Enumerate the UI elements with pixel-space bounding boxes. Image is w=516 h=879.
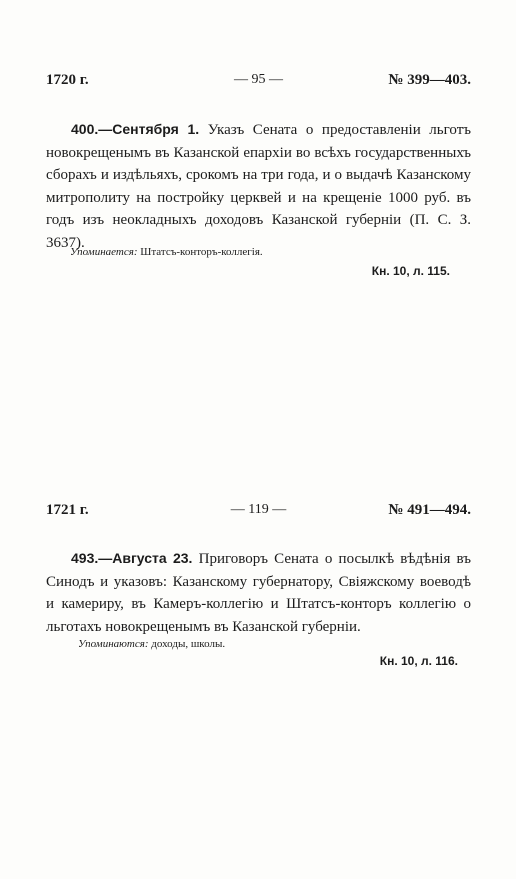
mention-line-2 [78, 638, 458, 650]
header-page-number: — 95 — [234, 72, 283, 87]
header-document-numbers: № 399—403. [388, 72, 471, 88]
mention-text: доходы, школы. [151, 638, 226, 650]
source-reference-1: Кн. 10, л. 115. [371, 264, 450, 278]
entry-text: Указъ Сената о предоставленіи льготъ новокрещенымъ въ Казанской епархіи во всѣхъ государственныхъ сборахъ и издѣльяхъ, срокомъ на три года, и о выдачѣ Казанскому митрополиту на постройку церквей и на крещеніе 1000 руб. въ годъ изъ неокладныхъ доходовъ Казанской губерніи (П. С. З. 3637). [46, 122, 471, 251]
running-header-1 [46, 72, 471, 92]
mention-label: Упоминается: [70, 246, 138, 258]
mention-text: Штатсъ-конторъ-коллегія. [140, 246, 263, 258]
header-page-number: — 119 — [230, 502, 287, 517]
mention-label: Упоминаются: [78, 638, 149, 650]
entry-text: Приговоръ Сената о посылкѣ вѣдѣнія въ Синодъ и указовъ: Казанскому губернатору, Свіяжскому воеводѣ и камериру, въ Камеръ-коллегію и Штатсъ-конторъ коллегію о льготахъ новокрещенымъ въ Казанской губерніи. [46, 551, 471, 635]
header-year: 1720 г. [46, 72, 89, 88]
entry-400 [46, 118, 471, 254]
running-header-2 [46, 502, 471, 522]
header-document-numbers: № 491—494. [388, 502, 471, 518]
mention-line-1 [70, 246, 450, 258]
entry-493 [46, 547, 471, 638]
header-year: 1721 г. [46, 502, 89, 518]
entry-heading: 493.—Августа 23. [71, 550, 193, 566]
entry-heading: 400.—Сентября 1. [71, 121, 200, 137]
source-reference-2: Кн. 10, л. 116. [379, 654, 458, 668]
